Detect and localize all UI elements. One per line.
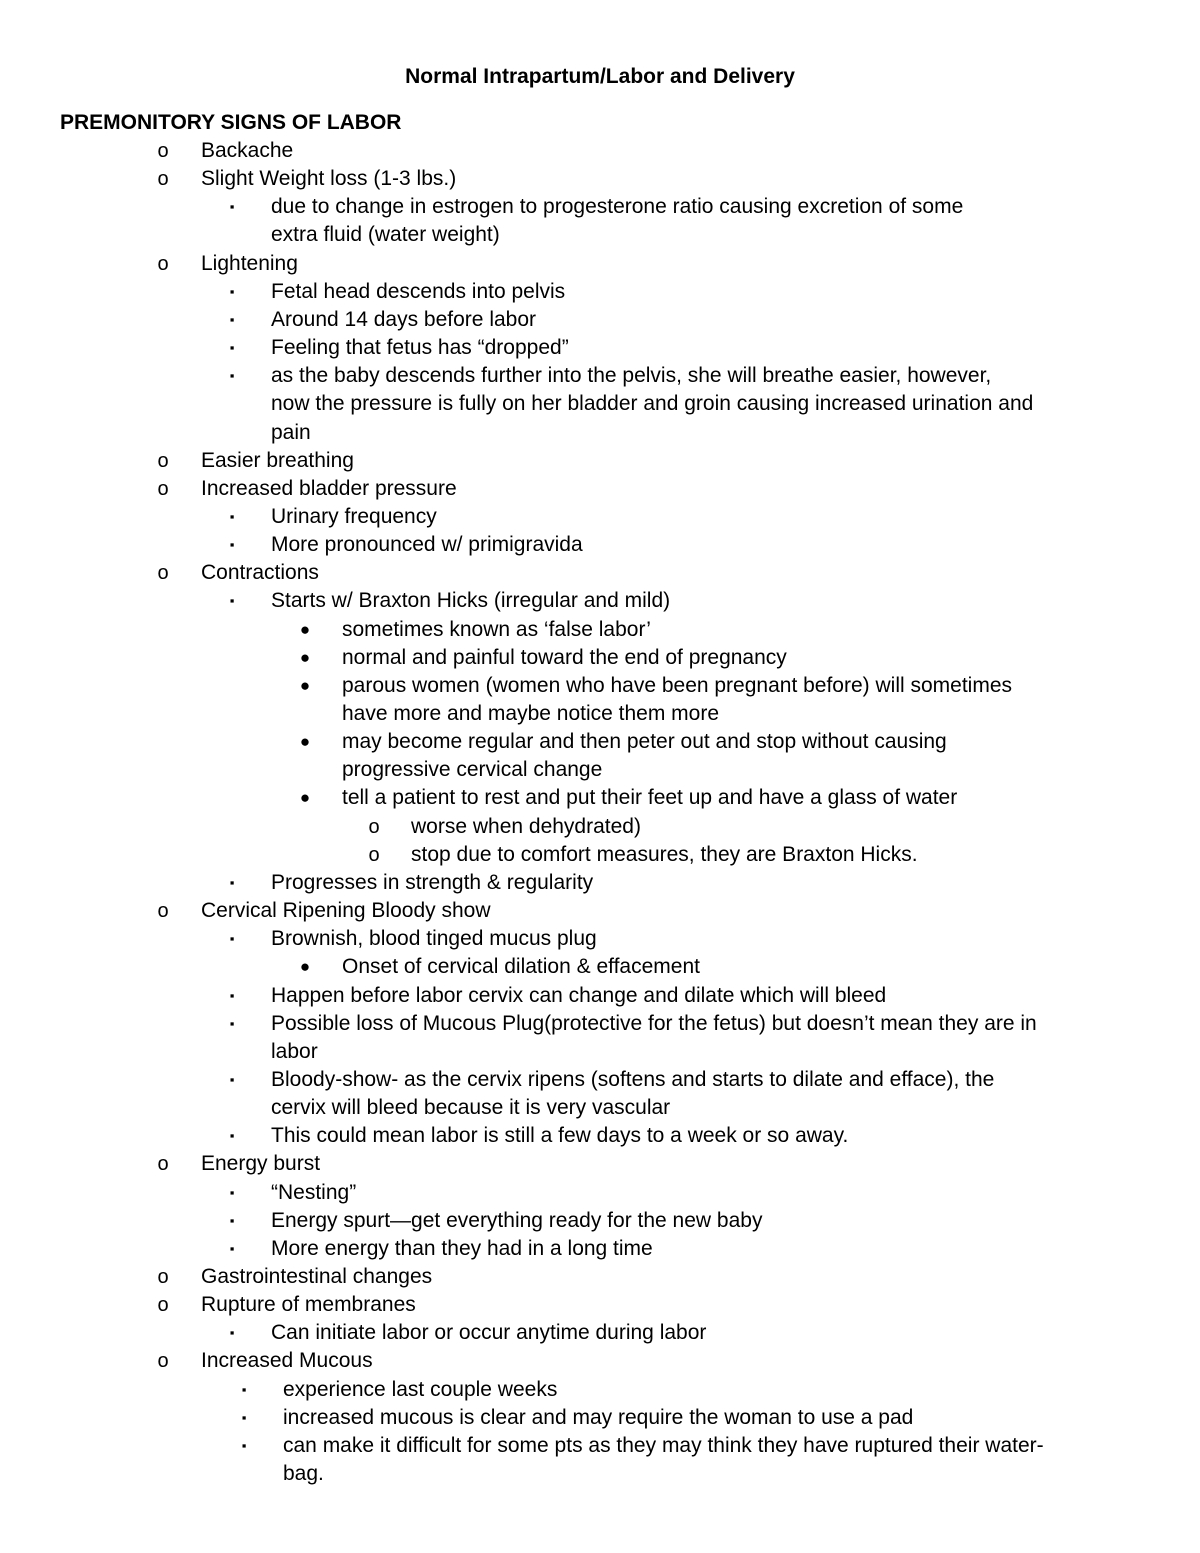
circle-bullet-icon: o [157,140,169,162]
list-item-text: sometimes known as ‘false labor’ [342,617,651,641]
list-item-text: Urinary frequency [271,504,437,528]
list-item-text: Backache [201,139,294,162]
circle-bullet-icon: o [157,1294,169,1317]
list-item-text: increased mucous is clear and may require the woman to use a pad [283,1405,914,1429]
list-item-text: labor [271,1039,318,1063]
list-item-text: Fetal head descends into pelvis [271,279,566,303]
square-bullet-icon: ▪ [229,1325,235,1341]
list-item-text: progressive cervical change [342,758,603,782]
list-item-text: Brownish, blood tinged mucus plug [271,927,597,951]
list-item-text: now the pressure is fully on her bladder and groin causing increased urination and [271,392,1034,416]
list-item-text: More energy than they had in a long time [271,1236,653,1260]
dot-bullet-icon: ● [299,647,311,667]
circle-bullet-icon: o [368,843,380,866]
list-item-text: Onset of cervical dilation & effacement [342,955,700,979]
list-item-text: Rupture of membranes [201,1293,416,1317]
square-bullet-icon: ▪ [241,1437,247,1453]
square-bullet-icon: ▪ [229,311,235,327]
list-item-text: pain [271,420,311,444]
circle-bullet-icon: o [157,900,169,923]
list-item-text: bag. [283,1462,324,1486]
list-item-text: tell a patient to rest and put their feet up and have a glass of water [342,786,958,810]
document-title: Normal Intrapartum/Labor and Delivery [405,65,795,88]
list-item-text: Increased Mucous [201,1349,373,1373]
list-item-text: experience last couple weeks [283,1377,558,1401]
list-item-text: Lightening [201,251,298,275]
list-item-text: Cervical Ripening Bloody show [201,899,491,923]
square-bullet-icon: ▪ [229,874,235,890]
dot-bullet-icon: ● [299,732,311,752]
list-item-text: Happen before labor cervix can change and dilate which will bleed [271,983,887,1007]
list-item-text: parous women (women who have been pregnant before) will sometimes [342,673,1013,697]
list-item-text: Starts w/ Braxton Hicks (irregular and mild) [271,589,671,613]
list-item-text: Possible loss of Mucous Plug(protective for the fetus) but doesn’t mean they are in [271,1011,1037,1035]
list-item-text: as the baby descends further into the pelvis, she will breathe easier, however, [271,364,992,388]
square-bullet-icon: ▪ [229,537,235,553]
circle-bullet-icon: o [157,1350,169,1373]
list-item-text: have more and maybe notice them more [342,702,720,725]
square-bullet-icon: ▪ [229,340,235,356]
dot-bullet-icon: ● [299,957,311,977]
circle-bullet-icon: o [157,562,169,585]
square-bullet-icon: ▪ [229,593,235,609]
square-bullet-icon: ▪ [229,931,235,947]
list-item-text: More pronounced w/ primigravida [271,533,583,557]
square-bullet-icon: ▪ [229,1071,235,1087]
section-heading: PREMONITORY SIGNS OF LABOR [60,111,402,134]
list-item-text: Can initiate labor or occur anytime during labor [271,1321,707,1345]
list-item-text: Gastrointestinal changes [201,1265,433,1288]
square-bullet-icon: ▪ [229,508,235,524]
list-item-text: “Nesting” [271,1180,357,1204]
list-item-text: This could mean labor is still a few days to a week or so away. [271,1124,849,1148]
list-item-text: cervix will bleed because it is very vascular [271,1096,671,1120]
square-bullet-icon: ▪ [241,1409,247,1425]
list-item-text: normal and painful toward the end of pregnancy [342,645,787,669]
square-bullet-icon: ▪ [229,1240,235,1256]
circle-bullet-icon: o [157,449,169,472]
circle-bullet-icon: o [157,168,169,191]
list-item-text: worse when dehydrated) [411,814,641,838]
list-item-text: Energy spurt—get everything ready for the new baby [271,1208,763,1232]
square-bullet-icon: ▪ [229,1015,235,1031]
list-item-text: Easier breathing [201,448,354,472]
circle-bullet-icon: o [157,477,169,500]
square-bullet-icon: ▪ [241,1381,247,1397]
list-item-text: Feeling that fetus has “dropped” [271,336,569,360]
dot-bullet-icon: ● [299,675,311,695]
square-bullet-icon: ▪ [229,199,235,215]
circle-bullet-icon: o [157,252,169,275]
list-item-text: Progresses in strength & regularity [271,870,594,894]
square-bullet-icon: ▪ [229,1128,235,1144]
list-item-text: Slight Weight loss (1-3 lbs.) [201,167,457,191]
square-bullet-icon: ▪ [229,283,235,299]
square-bullet-icon: ▪ [229,368,235,384]
dot-bullet-icon: ● [299,788,311,808]
list-item-text: due to change in estrogen to progesterone ratio causing excretion of some [271,195,964,219]
dot-bullet-icon: ● [299,619,311,639]
list-item-text: may become regular and then peter out and stop without causing [342,730,947,754]
square-bullet-icon: ▪ [229,987,235,1003]
circle-bullet-icon: o [157,1266,169,1288]
list-item-text: Contractions [201,561,319,585]
square-bullet-icon: ▪ [229,1184,235,1200]
list-item-text: Energy burst [201,1152,321,1176]
list-item-text: Increased bladder pressure [201,476,457,500]
square-bullet-icon: ▪ [229,1212,235,1228]
list-item-text: Around 14 days before labor [271,307,537,331]
circle-bullet-icon: o [368,815,380,838]
list-item-text: Bloody-show- as the cervix ripens (softens and starts to dilate and efface), the [271,1067,995,1091]
list-item-text: stop due to comfort measures, they are Braxton Hicks. [411,842,918,866]
list-item-text: extra fluid (water weight) [271,223,500,247]
list-item-text: can make it difficult for some pts as they may think they have ruptured their water- [283,1433,1044,1457]
circle-bullet-icon: o [157,1153,169,1176]
